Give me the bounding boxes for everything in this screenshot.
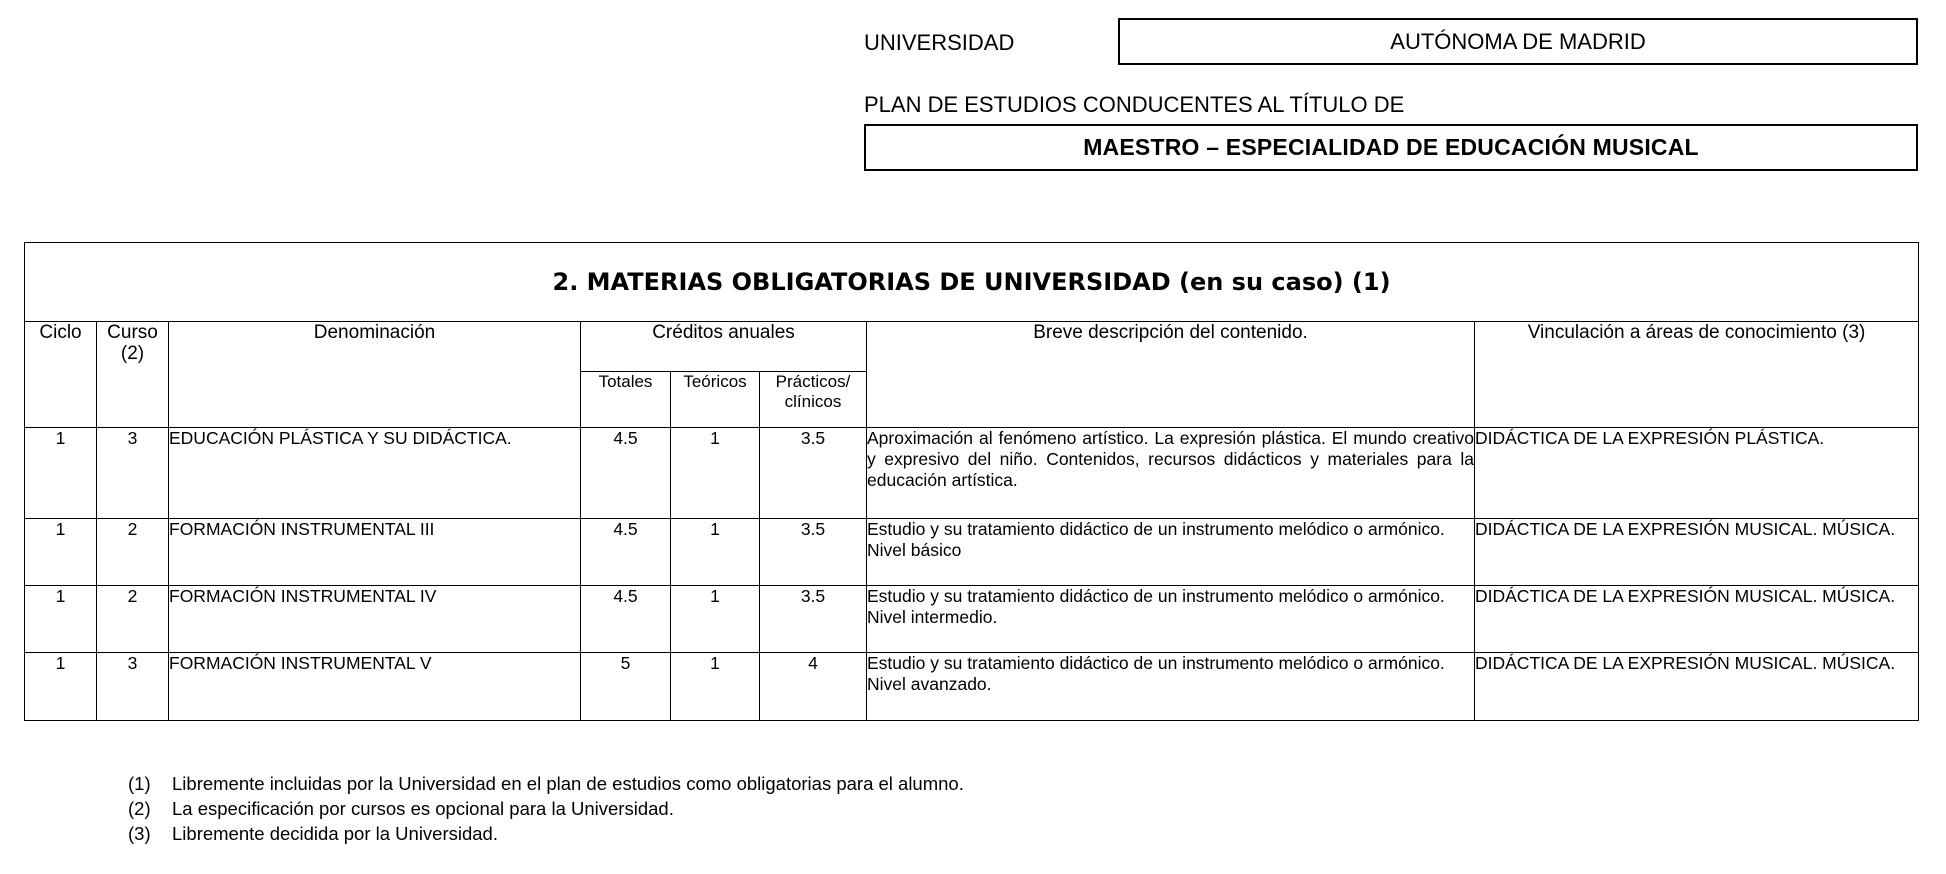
footnotes — [128, 771, 964, 846]
table-row — [25, 519, 1919, 586]
teoricos-cell: 1 — [671, 519, 760, 586]
plan-label: PLAN DE ESTUDIOS CONDUCENTES AL TÍTULO DE — [864, 92, 1405, 117]
curso-cell: 3 — [97, 428, 169, 519]
curso-cell: 2 — [97, 519, 169, 586]
descripcion-cell: Estudio y su tratamiento didáctico de un instrumento melódico o armónico. Nivel avanzado. — [867, 653, 1475, 721]
table-row — [25, 653, 1919, 721]
section-title: 2. MATERIAS OBLIGATORIAS DE UNIVERSIDAD (en su caso) (1) — [25, 243, 1919, 322]
teoricos-cell: 1 — [671, 586, 760, 653]
ciclo-cell: 1 — [25, 586, 97, 653]
curso-cell: 2 — [97, 586, 169, 653]
col-totales-header: Totales — [581, 372, 671, 428]
col-vinculacion-header: Vinculación a áreas de conocimiento (3) — [1475, 322, 1919, 428]
materias-table — [24, 242, 1919, 721]
practicos-cell: 3.5 — [760, 519, 867, 586]
footnote — [128, 796, 964, 821]
practicos-cell: 4 — [760, 653, 867, 721]
footnote-text: La especificación por cursos es opcional para la Universidad. — [172, 798, 674, 819]
col-creditos-header: Créditos anuales — [581, 322, 867, 372]
col-denominacion-header: Denominación — [169, 322, 581, 428]
totales-cell: 4.5 — [581, 519, 671, 586]
curso-cell: 3 — [97, 653, 169, 721]
ciclo-cell: 1 — [25, 653, 97, 721]
footnote-text: Libremente decidida por la Universidad. — [172, 823, 498, 844]
descripcion-cell: Estudio y su tratamiento didáctico de un instrumento melódico o armónico. Nivel básico — [867, 519, 1475, 586]
table-row — [25, 428, 1919, 519]
ciclo-cell: 1 — [25, 519, 97, 586]
vinculacion-cell: DIDÁCTICA DE LA EXPRESIÓN MUSICAL. MÚSICA. — [1475, 586, 1919, 653]
titulo-box — [864, 124, 1918, 171]
denominacion-cell: EDUCACIÓN PLÁSTICA Y SU DIDÁCTICA. — [169, 428, 581, 519]
ciclo-cell: 1 — [25, 428, 97, 519]
col-curso-header: Curso (2) — [97, 322, 169, 428]
col-descripcion-header: Breve descripción del contenido. — [867, 322, 1475, 428]
footnote — [128, 771, 964, 796]
vinculacion-cell: DIDÁCTICA DE LA EXPRESIÓN MUSICAL. MÚSICA. — [1475, 653, 1919, 721]
footnote — [128, 821, 964, 846]
totales-cell: 4.5 — [581, 428, 671, 519]
descripcion-cell: Estudio y su tratamiento didáctico de un instrumento melódico o armónico. Nivel intermedio. — [867, 586, 1475, 653]
teoricos-cell: 1 — [671, 428, 760, 519]
totales-cell: 4.5 — [581, 586, 671, 653]
footnote-number: (2) — [128, 798, 151, 819]
footnote-number: (1) — [128, 773, 151, 794]
table-row — [25, 586, 1919, 653]
col-practicos-header: Prácticos/ clínicos — [760, 372, 867, 428]
footnote-text: Libremente incluidas por la Universidad en el plan de estudios como obligatorias para el alumno. — [172, 773, 964, 794]
universidad-label: UNIVERSIDAD — [864, 30, 1015, 55]
practicos-cell: 3.5 — [760, 586, 867, 653]
totales-cell: 5 — [581, 653, 671, 721]
denominacion-cell: FORMACIÓN INSTRUMENTAL V — [169, 653, 581, 721]
universidad-box — [1118, 18, 1918, 65]
col-teoricos-header: Teóricos — [671, 372, 760, 428]
practicos-cell: 3.5 — [760, 428, 867, 519]
descripcion-cell: Aproximación al fenómeno artístico. La expresión plástica. El mundo creativo y expresivo del niño. Contenidos, recursos didácticos y materiales para la educación artística. — [867, 428, 1475, 519]
denominacion-cell: FORMACIÓN INSTRUMENTAL III — [169, 519, 581, 586]
vinculacion-cell: DIDÁCTICA DE LA EXPRESIÓN MUSICAL. MÚSICA. — [1475, 519, 1919, 586]
denominacion-cell: FORMACIÓN INSTRUMENTAL IV — [169, 586, 581, 653]
vinculacion-cell: DIDÁCTICA DE LA EXPRESIÓN PLÁSTICA. — [1475, 428, 1919, 519]
universidad-name: AUTÓNOMA DE MADRID — [1390, 28, 1646, 54]
titulo-text: MAESTRO – ESPECIALIDAD DE EDUCACIÓN MUSICAL — [1083, 134, 1699, 160]
col-ciclo-header: Ciclo — [25, 322, 97, 428]
footnote-number: (3) — [128, 823, 151, 844]
teoricos-cell: 1 — [671, 653, 760, 721]
